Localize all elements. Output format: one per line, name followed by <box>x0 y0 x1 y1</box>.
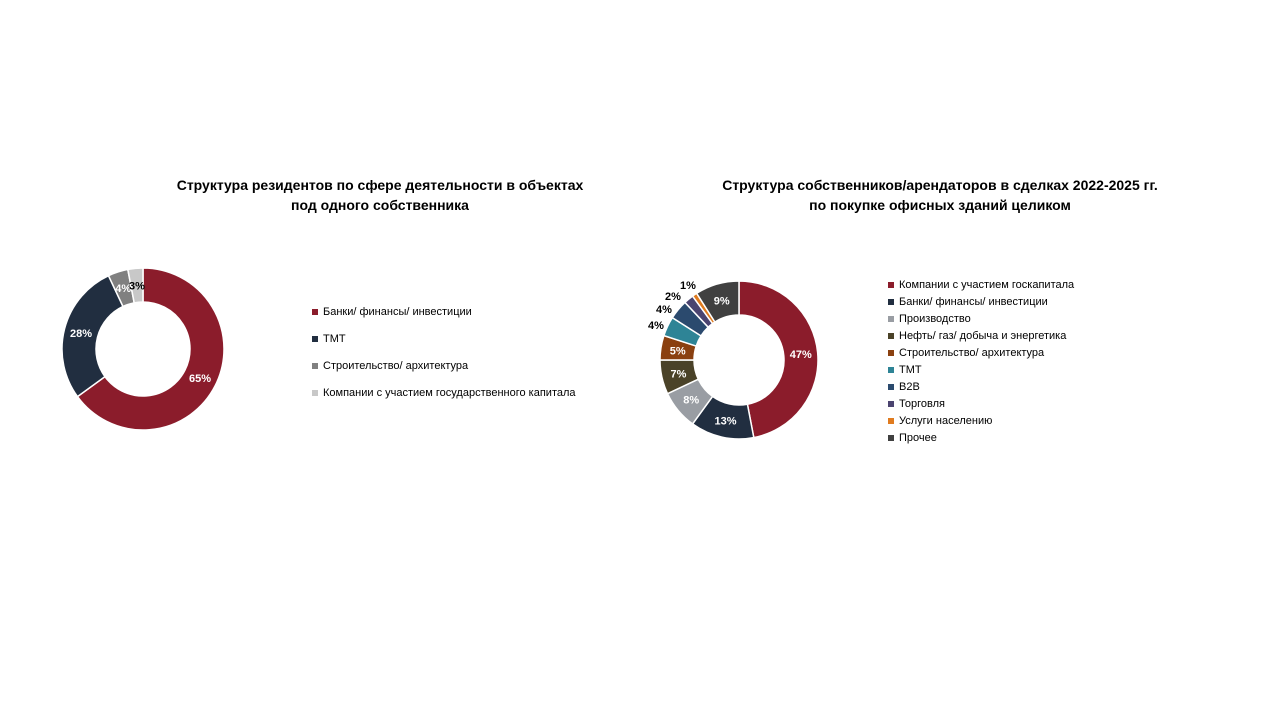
donut-1-label-5: 4% <box>648 320 664 332</box>
legend-1-swatch-0 <box>888 282 894 288</box>
donut-1-label-2: 8% <box>683 394 700 407</box>
legend-1-swatch-2 <box>888 316 894 322</box>
legend-1-swatch-6 <box>888 384 894 390</box>
legend-0-label-3: Компании с участием государственного капитала <box>323 386 576 399</box>
legend-1-label-7: Торговля <box>899 397 945 410</box>
legend-1-item-5 <box>888 361 1074 378</box>
legend-1-label-3: Нефть/ газ/ добыча и энергетика <box>899 329 1067 342</box>
legend-1-item-7 <box>888 395 1074 412</box>
legend-1-swatch-5 <box>888 367 894 373</box>
legend-1-item-9 <box>888 429 1074 446</box>
legend-0-item-3 <box>312 379 576 406</box>
donut-1-label-9: 9% <box>713 295 730 308</box>
legend-0-swatch-1 <box>312 336 318 342</box>
donut-1-label-3: 7% <box>670 368 687 381</box>
donut-1-label-1: 13% <box>714 415 737 428</box>
legend-1-swatch-3 <box>888 333 894 339</box>
legend-0-swatch-3 <box>312 390 318 396</box>
donut-1-label-0: 47% <box>789 349 812 362</box>
legend-0-swatch-0 <box>312 309 318 315</box>
legend-0-label-1: ТМТ <box>323 332 346 345</box>
legend-1-item-6 <box>888 378 1074 395</box>
legend-1-item-0 <box>888 276 1074 293</box>
legend-0-item-1 <box>312 325 576 352</box>
legend-0-swatch-2 <box>312 363 318 369</box>
donut-1-label-6: 4% <box>656 304 672 316</box>
donut-1-label-4: 5% <box>669 345 686 358</box>
donut-1-label-8: 1% <box>680 280 696 292</box>
chart-title-right: Структура собственников/арендаторов в сделках 2022-2025 гг. по покупке офисных зданий целиком <box>722 177 1158 213</box>
chart-title-left: Структура резидентов по сфере деятельности в объектах под одного собственника <box>176 177 584 213</box>
legend-1-label-9: Прочее <box>899 431 937 444</box>
legend-1-label-6: B2B <box>899 380 920 393</box>
legend-1-swatch-4 <box>888 350 894 356</box>
legend-0-item-2 <box>312 352 576 379</box>
legend-1-item-2 <box>888 310 1074 327</box>
legend-1-label-5: ТМТ <box>899 363 922 376</box>
legend-0-item-0 <box>312 298 576 325</box>
legend-left <box>312 298 576 406</box>
legend-right <box>888 276 1074 446</box>
donut-0-label-3: 3% <box>129 280 145 293</box>
donut-0-label-0: 65% <box>189 373 212 386</box>
legend-1-label-2: Производство <box>899 312 971 325</box>
legend-1-item-3 <box>888 327 1074 344</box>
legend-1-swatch-8 <box>888 418 894 424</box>
legend-1-item-4 <box>888 344 1074 361</box>
donut-1-label-7: 2% <box>665 291 681 303</box>
legend-1-swatch-1 <box>888 299 894 305</box>
legend-1-label-8: Услуги населению <box>899 414 993 427</box>
legend-1-label-4: Строительство/ архитектура <box>899 346 1045 359</box>
legend-0-label-0: Банки/ финансы/ инвестиции <box>323 305 472 318</box>
legend-1-label-1: Банки/ финансы/ инвестиции <box>899 295 1048 308</box>
legend-1-label-0: Компании с участием госкапитала <box>899 278 1075 291</box>
legend-1-item-8 <box>888 412 1074 429</box>
legend-1-item-1 <box>888 293 1074 310</box>
legend-1-swatch-7 <box>888 401 894 407</box>
legend-0-label-2: Строительство/ архитектура <box>323 359 469 372</box>
legend-1-swatch-9 <box>888 435 894 441</box>
donut-0-label-1: 28% <box>69 328 93 341</box>
donut-0-label-2: 4% <box>115 283 132 296</box>
